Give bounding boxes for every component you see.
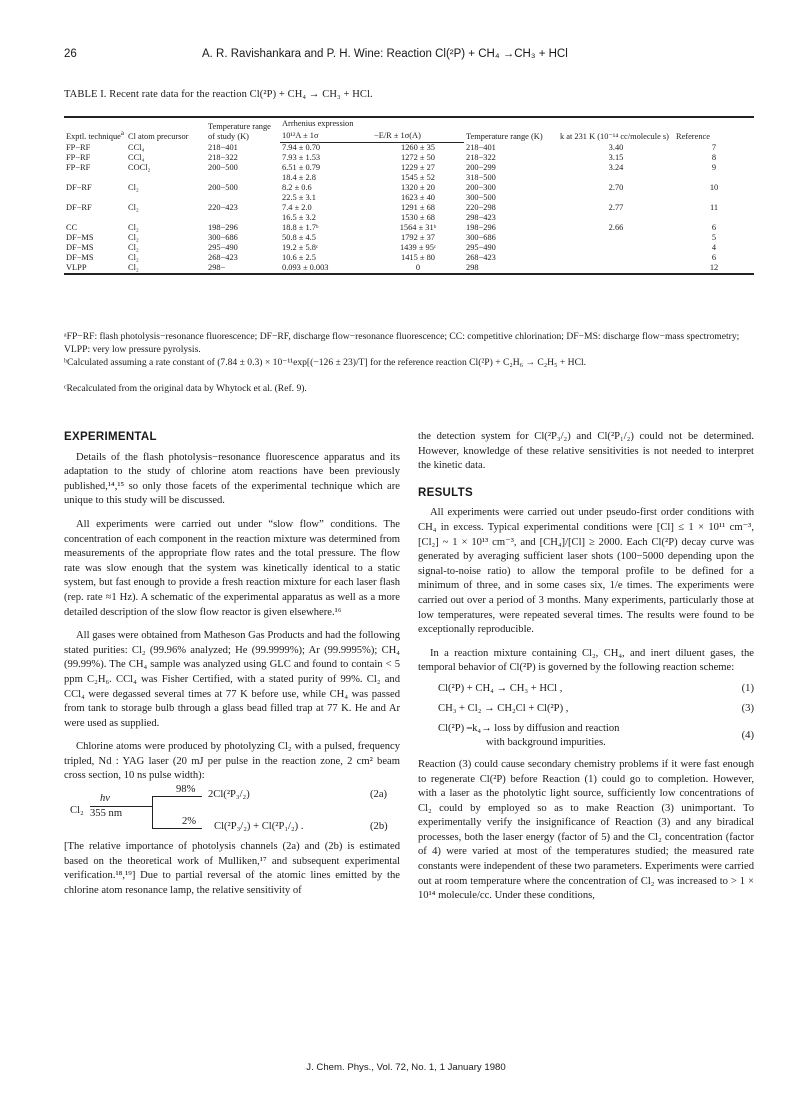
table-cell-k	[558, 193, 674, 203]
footnote-a: ᵃFP−RF: flash photolysis−resonance fluorescence; DF−RF, discharge flow−resonance fluorescence; CC: competitive chlorination; DF−MS: discharge flow−mass spectrometry; VLPP: very low pressure pyrolysis.	[64, 331, 740, 355]
table-cell-range: 200−300	[466, 183, 496, 192]
table-cell-k	[558, 233, 674, 243]
table-cell-a: 18.4 ± 2.8	[282, 173, 316, 182]
table-cell-tech: DF−MS	[66, 253, 94, 262]
branch-b-product: Cl(²P₃/₂) + Cl(²P₁/₂) .	[214, 821, 304, 833]
table-cell-a: 18.8 ± 1.7ᵇ	[282, 223, 319, 232]
table-row	[64, 243, 754, 253]
th-technique: Exptl. technique$^a$	[66, 128, 124, 141]
table-cell-prec	[126, 193, 206, 203]
th-reference: Reference	[676, 131, 710, 141]
table-row	[64, 253, 754, 263]
table-row	[64, 233, 754, 243]
table-cell-range: 298−423	[466, 213, 496, 222]
th-e: −E/R ± 1σ(A)	[372, 130, 464, 143]
table-cell-range: 218−322	[466, 153, 496, 162]
table-cell-k	[558, 173, 674, 183]
table-cell-k: 2.66	[608, 223, 624, 232]
scheme-lhs: Cl₂	[70, 805, 84, 817]
paragraph: Chlorine atoms were produced by photolyzing Cl₂ with a pulsed, frequency tripled, Nd : YAG laser (20 mJ per pulse in the reaction zone, 2 cm² beam cross section, 10 ns pulse width):	[64, 741, 400, 782]
table-cell-e: 0	[415, 263, 421, 272]
table-cell-range: 300−500	[466, 193, 496, 202]
table-cell-a: 10.6 ± 2.5	[282, 253, 316, 262]
table-cell-range: 298	[466, 263, 479, 272]
th-k231: k at 231 K (10⁻¹⁴ cc/molecule s)	[560, 131, 669, 141]
th-temp-range: Temperature range (K)	[466, 131, 543, 141]
scheme-wavelength: 355 nm	[90, 808, 123, 820]
table-cell-prec: Cl₂	[128, 233, 139, 242]
table-cell-ref: 11	[709, 203, 719, 212]
table-cell-range: 218−401	[466, 142, 496, 152]
table-cell-tech: FP−RF	[66, 153, 91, 162]
table-cell-study: 298−	[208, 263, 226, 272]
table-cell-prec: CCl₄	[128, 142, 145, 152]
table-cell-a: 7.4 ± 2.0	[282, 203, 312, 212]
branch-b-percent: 2%	[182, 816, 197, 828]
table-cell-range: 200−299	[466, 163, 496, 172]
table-cell-e: 1320 ± 20	[401, 183, 435, 192]
table-cell-prec: Cl₂	[128, 253, 139, 262]
table-cell-study: 218−322	[208, 153, 238, 162]
table-cell-a: 50.8 ± 4.5	[282, 233, 316, 242]
table-row	[64, 153, 754, 163]
rate-data-table	[64, 116, 754, 275]
section-heading-results: RESULTS	[418, 486, 473, 499]
section-heading-experimental: EXPERIMENTAL	[64, 431, 157, 443]
table-cell-study	[206, 213, 280, 223]
table-cell-a: 16.5 ± 3.2	[282, 213, 316, 222]
table-row	[64, 223, 754, 233]
table-cell-a: 7.94 ± 0.70	[282, 143, 321, 152]
table-cell-study: 200−500	[208, 183, 238, 192]
table-cell-ref	[674, 173, 754, 183]
table-cell-ref: 6	[711, 223, 717, 232]
table-cell-tech: FP−RF	[66, 142, 91, 152]
table-cell-e: 1229 ± 27	[401, 163, 435, 172]
th-arrhenius: Arrhenius expression	[282, 119, 354, 128]
table-row	[64, 173, 754, 183]
table-row	[64, 263, 754, 274]
paragraph: All gases were obtained from Matheson Gas Products and had the following stated purities: Cl₂ (99.96% analyzed; He (99.9999%); Ar (99.9995%); CH₄ (99.99%). The CH₄ sample was analyzed using GLC and found to contain < 5 ppm C₂H₆. CCl₄ was Fisher Certified, with a stated purity of 99%. Cl₂ and CCl₄ were degassed several times at 77 K before use, while CH₄ was passed from tank to storage bulb through a glass bead filled trap at 77 K. He and Ar were used as supplied.	[64, 630, 400, 729]
table-cell-ref: 9	[711, 163, 717, 172]
table-cell-ref: 12	[709, 263, 719, 272]
table-cell-ref: 6	[711, 253, 717, 262]
paragraph: Details of the flash photolysis−resonance fluorescence apparatus and its adaptation to the study of chlorine atom reactions have been previously published,¹⁴,¹⁵ so only those facets of the experimental technique which are unique to this study will be discussed.	[64, 451, 400, 507]
table-cell-k	[558, 253, 674, 263]
table-cell-e: 1291 ± 68	[401, 203, 435, 212]
table-cell-e: 1545 ± 52	[401, 173, 435, 182]
table-cell-k	[558, 243, 674, 253]
paragraph: the detection system for Cl(²P₃/₂) and Cl(²P₁/₂) could not be determined. However, knowledge of these relative sensitivities is not needed to interpret the kinetic data.	[418, 431, 754, 472]
table-cell-e: 1792 ± 37	[401, 233, 435, 242]
table-cell-prec: Cl₂	[128, 263, 139, 272]
equation-number-2b: (2b)	[370, 821, 388, 833]
table-cell-e: 1439 ± 95ᶜ	[399, 243, 437, 252]
table-cell-study: 295−490	[208, 243, 238, 252]
table-cell-range: 295−490	[466, 243, 496, 252]
table-cell-study: 200−500	[208, 163, 238, 172]
table-cell-ref: 8	[711, 153, 717, 162]
th-temp-study: Temperature range of study (K)	[208, 121, 271, 141]
table-cell-prec: COCl₂	[128, 163, 151, 172]
equation-3: CH₃ + Cl₂ → CH₂Cl + Cl(²P) , (3)	[438, 702, 754, 714]
table-cell-a: 7.93 ± 1.53	[282, 153, 321, 162]
table-cell-study	[206, 173, 280, 183]
table-cell-k	[558, 213, 674, 223]
table-cell-prec: Cl₂	[128, 223, 139, 232]
table-cell-e: 1623 ± 40	[401, 193, 435, 202]
table-cell-prec	[126, 173, 206, 183]
page-number: 26	[64, 48, 77, 60]
table-cell-range: 268−423	[466, 253, 496, 262]
table-cell-ref: 10	[709, 183, 719, 192]
footnote-c: ᶜRecalculated from the original data by Whytock et al. (Ref. 9).	[64, 383, 307, 394]
table-cell-k: 3.15	[608, 153, 624, 162]
table-cell-ref: 5	[711, 233, 717, 242]
table-cell-prec: Cl₂	[128, 203, 139, 212]
table-cell-ref	[674, 193, 754, 203]
branch-a-product: 2Cl(²P₃/₂)	[208, 789, 250, 801]
photolysis-scheme	[64, 784, 400, 836]
table-cell-a: 8.2 ± 0.6	[282, 183, 312, 192]
table-cell-k: 2.77	[608, 203, 624, 212]
table-cell-e: 1272 ± 50	[401, 153, 435, 162]
table-cell-k: 3.24	[608, 163, 624, 172]
right-column	[418, 430, 754, 913]
paragraph: All experiments were carried out under pseudo-first order conditions with CH₄ in excess. Typical experimental conditions were [Cl] ≤ 1 × 10¹¹ cm⁻³, [Cl₂] ~ 1 × 10¹³ cm⁻³, and [CH₄]/[Cl] ≥ 2000. Each Cl(²P) decay curve was generated by averaging sufficient laser shots (100−5000 depending upon the signal-to-noise ratio) to allow the temporal profile to be defined for a minimum of three, and in some cases six, 1/e times. The experiments were carried out over a period of 3 months. Many experiments, particularly those at low temperatures, were repeated several times. The results were found to be exceptionally reproducible.	[418, 507, 754, 636]
table-cell-range: 198−296	[466, 223, 496, 232]
table-cell-range: 300−686	[466, 233, 496, 242]
left-column	[64, 430, 400, 907]
table-cell-e: 1530 ± 68	[401, 213, 435, 222]
table-cell-tech: DF−MS	[66, 243, 94, 252]
table-cell-prec: Cl₂	[128, 183, 139, 192]
equation-4: Cl(²P) ⎯k₄→ loss by diffusion and reaction with background impurities. (4)	[438, 722, 754, 748]
table-cell-prec: Cl₂	[128, 243, 139, 252]
table-cell-tech	[64, 213, 126, 223]
table-cell-a: 6.51 ± 0.79	[282, 163, 321, 172]
table-cell-range: 220−298	[466, 203, 496, 212]
paragraph: All experiments were carried out under “slow flow” conditions. The concentration of each component in the reaction mixture was determined from measurements of the appropriate flow rates and the total pressure. The flow rate was slow enough that the system was kinetically identical to a static system, but fast enough to provide a fresh reaction mixture for each laser flash (rep. rate ≈1 Hz). A schematic of the experimental apparatus as well as a more detailed description of the slow flow reactor is given elsewhere.¹⁶	[64, 518, 400, 618]
table-cell-study: 300−686	[208, 233, 238, 242]
paragraph: Reaction (3) could cause secondary chemistry problems if it were fast enough to regenerate Cl(²P) before Reaction (1) could go to completion. However, with a laser as the photolytic light source, sufficiently low concentrations of Cl₂ could by employed so as to make Reaction (3) unimportant. To experimentally verify the insignificance of Reaction (3) and any biradical processes, both the laser energy (factor of 5) and the Cl₂ concentration (factor of 4) were varied at most of the temperatures studied; the measured rate constants were independent of these two parameters. Experiments were carried out at room temperature where the concentration of Cl₂ was increased to > 1 × 10¹⁴ molecule/cc. Under these conditions,	[418, 758, 754, 902]
table-cell-tech: FP−RF	[66, 163, 91, 172]
table-row	[64, 193, 754, 203]
table-cell-study: 220−423	[208, 203, 238, 212]
table-cell-tech: VLPP	[66, 263, 87, 272]
table-cell-tech: CC	[66, 223, 78, 232]
table-row	[64, 203, 754, 213]
table-cell-tech	[64, 173, 126, 183]
table-cell-study: 218−401	[208, 142, 238, 152]
running-title: A. R. Ravishankara and P. H. Wine: Reaction Cl(²P) + CH₄ →CH₃ + HCl	[202, 48, 568, 60]
table-cell-ref	[674, 213, 754, 223]
table-cell-range: 318−500	[466, 173, 496, 182]
table-row	[64, 213, 754, 223]
th-precursor: Cl atom precursor	[128, 131, 189, 141]
table-cell-ref: 4	[711, 243, 717, 252]
table-cell-study: 268−423	[208, 253, 238, 262]
table-cell-e: 1260 ± 35	[401, 143, 435, 152]
table-row	[64, 143, 754, 154]
th-a: 10¹²A ± 1σ	[280, 130, 372, 143]
table-cell-study: 198−296	[208, 223, 238, 232]
table-cell-k: 3.40	[608, 142, 624, 152]
table-row	[64, 183, 754, 193]
table-caption: TABLE I. Recent rate data for the reaction Cl(²P) + CH₄ → CH₃ + HCl.	[64, 89, 373, 100]
table-cell-ref: 7	[711, 142, 717, 152]
paragraph: [The relative importance of photolysis channels (2a) and (2b) is estimated based on the theoretical work of Mulliken,¹⁷ and subsequent experimental verification.¹⁸,¹⁹] Due to partial reversal of the atomic lines emitted by the chlorine atom resonance lamp, the relative sensitivity of	[64, 841, 400, 896]
equation-1: Cl(²P) + CH₄ → CH₃ + HCl , (1)	[438, 682, 754, 694]
table-cell-a: 19.2 ± 5.8ᶜ	[282, 243, 319, 252]
table-cell-study	[206, 193, 280, 203]
table-cell-a: 22.5 ± 3.1	[282, 193, 316, 202]
table-cell-k	[558, 263, 674, 274]
scheme-hv: hν	[100, 793, 110, 805]
table-cell-prec: CCl₄	[128, 153, 145, 162]
equation-number-2a: (2a)	[370, 789, 388, 801]
table-cell-tech: DF−RF	[66, 203, 92, 212]
table-cell-e: 1564 ± 31ᵇ	[399, 223, 437, 232]
journal-footer: J. Chem. Phys., Vol. 72, No. 1, 1 January 1980	[306, 1062, 506, 1073]
table-cell-e: 1415 ± 80	[401, 253, 435, 262]
footnote-b: ᵇCalculated assuming a rate constant of (7.84 ± 0.3) × 10⁻¹¹exp[(−126 ± 23)/T] for the reference reaction Cl(²P) + C₂H₆ → C₂H₅ + HCl.	[64, 357, 587, 368]
branch-a-percent: 98%	[176, 784, 196, 796]
table-cell-k: 2.70	[608, 183, 624, 192]
table-cell-tech: DF−MS	[66, 233, 94, 242]
table-row	[64, 163, 754, 173]
table-cell-prec	[126, 213, 206, 223]
table-cell-tech	[64, 193, 126, 203]
table-cell-tech: DF−RF	[66, 183, 92, 192]
table-cell-a: 0.093 ± 0.003	[282, 263, 329, 272]
paragraph: In a reaction mixture containing Cl₂, CH₄, and inert diluent gases, the temporal behavior of Cl(²P) is governed by the following reaction scheme:	[418, 647, 754, 674]
